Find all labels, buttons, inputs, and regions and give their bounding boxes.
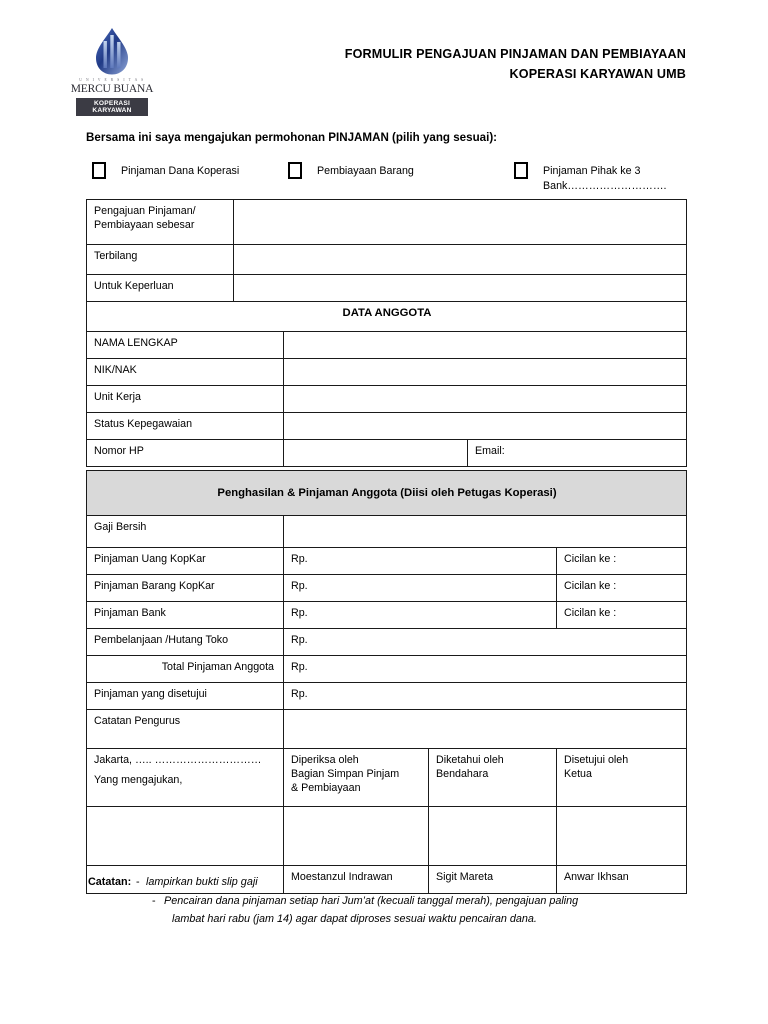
table-header-row — [87, 302, 687, 332]
notes-item-1: lampirkan bukti slip gaji — [146, 876, 258, 888]
input-unit-kerja[interactable] — [284, 386, 687, 413]
label-status-kepegawaian: Status Kepegawaian — [87, 413, 284, 440]
signature-role-1-line2: Bagian Simpan Pinjam — [291, 768, 400, 780]
checkbox-pinjaman-dana-koperasi[interactable] — [92, 162, 106, 179]
signature-name-1: Moestanzul Indrawan — [284, 866, 429, 894]
label-terbilang: Terbilang — [87, 245, 234, 275]
label-pengajuan-sebesar: Pengajuan Pinjaman/ Pembiayaan sebesar — [87, 200, 234, 245]
loan-type-label-3-line1: Pinjaman Pihak ke 3 — [543, 165, 641, 177]
table-penghasilan-pinjaman — [86, 470, 687, 894]
input-pengajuan-sebesar[interactable] — [234, 200, 687, 245]
label-pinjaman-uang-kopkar: Pinjaman Uang KopKar — [87, 548, 284, 575]
installment-pinjaman-uang-kopkar[interactable]: Cicilan ke : — [557, 548, 687, 575]
label-pinjaman-barang-kopkar: Pinjaman Barang KopKar — [87, 575, 284, 602]
logo-name-text: MERCU BUANA — [70, 83, 154, 95]
input-untuk-keperluan[interactable] — [234, 275, 687, 305]
checkbox-pinjaman-pihak-ke-3[interactable] — [514, 162, 528, 179]
signature-name-3: Anwar Ikhsan — [557, 866, 687, 894]
signature-area-3[interactable] — [557, 807, 687, 866]
signature-role-1 — [284, 749, 429, 807]
loan-type-label-1: Pinjaman Dana Koperasi — [121, 165, 240, 177]
input-status-kepegawaian[interactable] — [284, 413, 687, 440]
signature-name-2: Sigit Mareta — [429, 866, 557, 894]
table-row — [87, 386, 687, 413]
label-nik-nak: NIK/NAK — [87, 359, 284, 386]
logo-subtitle-text: KOPERASI KARYAWAN — [76, 98, 148, 116]
amount-pinjaman-barang-kopkar[interactable]: Rp. — [284, 575, 557, 602]
loan-type-checkbox-row — [0, 160, 768, 198]
applicant-place-date-line1: Jakarta, ….. ………………………… — [94, 754, 262, 766]
table-row — [87, 275, 687, 305]
table-row — [87, 710, 687, 749]
loan-type-label-3 — [543, 164, 667, 194]
signature-role-2-line2: Bendahara — [436, 768, 489, 780]
label-unit-kerja: Unit Kerja — [87, 386, 284, 413]
checkbox-pembiayaan-barang[interactable] — [288, 162, 302, 179]
signature-blank-row — [87, 807, 687, 866]
input-terbilang[interactable] — [234, 245, 687, 275]
amount-pembelanjaan-hutang-toko[interactable]: Rp. — [284, 629, 687, 656]
header-penghasilan: Penghasilan & Pinjaman Anggota (Diisi oleh Petugas Koperasi) — [87, 471, 687, 516]
label-email: Email: — [468, 440, 687, 467]
signature-role-row — [87, 749, 687, 807]
label-nomor-hp: Nomor HP — [87, 440, 284, 467]
notes-dash-2: - — [152, 895, 156, 907]
signature-area-1[interactable] — [284, 807, 429, 866]
amount-total-pinjaman-anggota[interactable]: Rp. — [284, 656, 687, 683]
table-row — [87, 683, 687, 710]
signature-role-2-line1: Diketahui oleh — [436, 754, 504, 766]
notes-item-2-line1: Pencairan dana pinjaman setiap hari Jum’at (kecuali tanggal merah), pengajuan paling — [164, 895, 579, 907]
label-untuk-keperluan: Untuk Keperluan — [87, 275, 234, 305]
signature-area-applicant[interactable] — [87, 807, 284, 866]
input-nama-lengkap[interactable] — [284, 332, 687, 359]
input-catatan-pengurus[interactable] — [284, 710, 687, 749]
label-pinjaman-bank: Pinjaman Bank — [87, 602, 284, 629]
signature-role-3-line1: Disetujui oleh — [564, 754, 629, 766]
notes-item-2 — [164, 893, 724, 928]
loan-type-label-2: Pembiayaan Barang — [317, 165, 414, 177]
table-row — [87, 575, 687, 602]
signature-role-1-line1: Diperiksa oleh — [291, 754, 359, 766]
label-pinjaman-yang-disetujui: Pinjaman yang disetujui — [87, 683, 284, 710]
loan-type-label-3-line2: Bank………………………. — [543, 180, 667, 192]
table-row — [87, 359, 687, 386]
table-row — [87, 516, 687, 548]
signature-role-3-line2: Ketua — [564, 768, 592, 780]
table-row — [87, 332, 687, 359]
table-row — [87, 245, 687, 275]
notes-label: Catatan: — [88, 876, 132, 888]
form-header — [0, 0, 768, 125]
amount-pinjaman-yang-disetujui[interactable]: Rp. — [284, 683, 687, 710]
amount-pinjaman-bank[interactable]: Rp. — [284, 602, 557, 629]
label-nama-lengkap: NAMA LENGKAP — [87, 332, 284, 359]
signature-role-3 — [557, 749, 687, 807]
label-gaji-bersih: Gaji Bersih — [87, 516, 284, 548]
page-title — [180, 44, 686, 84]
installment-pinjaman-bank[interactable]: Cicilan ke : — [557, 602, 687, 629]
signature-area-2[interactable] — [429, 807, 557, 866]
table-row — [87, 629, 687, 656]
table-data-anggota — [86, 301, 687, 467]
table-row — [87, 413, 687, 440]
input-nik-nak[interactable] — [284, 359, 687, 386]
label-pembelanjaan-hutang-toko: Pembelanjaan /Hutang Toko — [87, 629, 284, 656]
mercu-buana-flame-icon — [92, 28, 132, 75]
signature-role-2 — [429, 749, 557, 807]
page-title-line2: KOPERASI KARYAWAN UMB — [509, 67, 686, 81]
organization-logo — [70, 26, 154, 112]
label-total-pinjaman-anggota: Total Pinjaman Anggota — [87, 656, 284, 683]
applicant-place-date-line2: Yang mengajukan, — [94, 774, 183, 786]
label-catatan-pengurus: Catatan Pengurus — [87, 710, 284, 749]
installment-pinjaman-barang-kopkar[interactable]: Cicilan ke : — [557, 575, 687, 602]
header-data-anggota: DATA ANGGOTA — [87, 302, 687, 332]
logo-university-text: U N I V E R S I T A S — [79, 78, 145, 82]
table-header-row — [87, 471, 687, 516]
table-row — [87, 548, 687, 575]
table-row — [87, 602, 687, 629]
signature-role-1-line3: & Pembiayaan — [291, 782, 361, 794]
amount-pinjaman-uang-kopkar[interactable]: Rp. — [284, 548, 557, 575]
page-title-line1: FORMULIR PENGAJUAN PINJAMAN DAN PEMBIAYAAN — [344, 47, 686, 61]
intro-text: Bersama ini saya mengajukan permohonan PINJAMAN (pilih yang sesuai): — [86, 131, 498, 144]
table-row — [87, 440, 687, 467]
table-row — [87, 200, 687, 245]
notes-item-2-line2: lambat hari rabu (jam 14) agar dapat diproses sesuai waktu pencairan dana. — [172, 912, 537, 925]
input-nomor-hp[interactable] — [284, 440, 468, 467]
notes-dash-1: - — [136, 876, 140, 888]
table-pengajuan-pinjaman — [86, 199, 687, 305]
input-gaji-bersih[interactable] — [284, 516, 687, 548]
table-row — [87, 656, 687, 683]
applicant-place-date — [87, 749, 284, 807]
